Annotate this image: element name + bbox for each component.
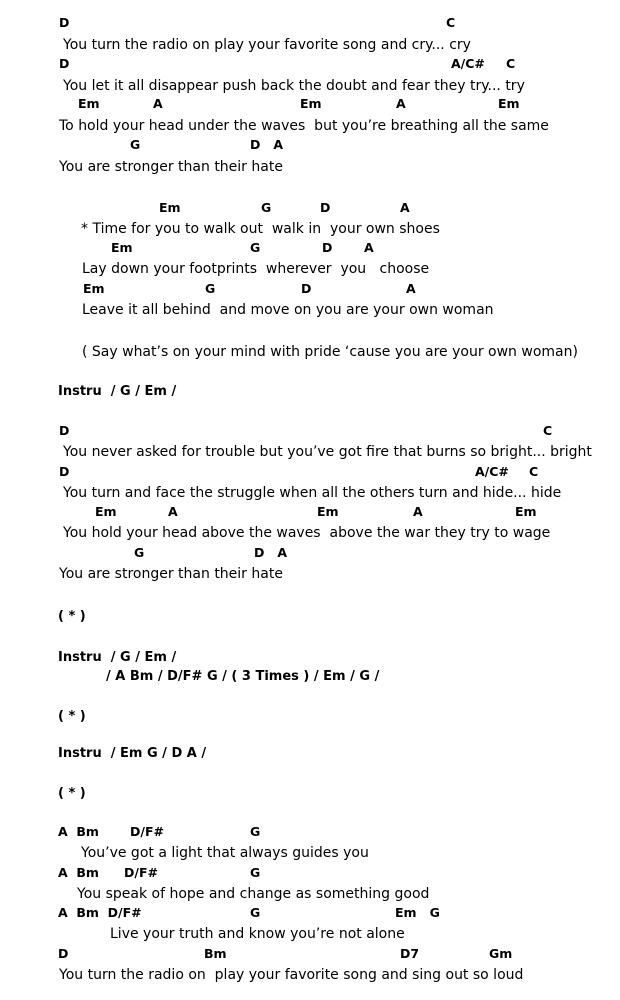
lyric-line: You turn the radio on play your favorite song and cry... cry [63,37,471,53]
lyric-line: * Time for you to walk out walk in your own shoes [81,221,440,237]
chord: A [364,240,374,255]
chorus-reference: ( * ) [58,709,86,724]
lyric-line: Live your truth and know you’re not alone [110,926,405,942]
chord: Bm [204,946,227,961]
chord: Em [111,240,133,255]
chord: C [529,464,539,479]
chord: Em [159,200,181,215]
chord: D [59,423,70,438]
chord: G [250,905,261,920]
chord: D [59,464,70,479]
lyric-line: You speak of hope and change as something good [77,886,430,902]
lyric-line: You hold your head above the waves above the war they try to wage [63,525,551,541]
chord: G [130,137,141,152]
chord: Em [317,504,339,519]
lyric-line: Lay down your footprints wherever you choose [82,261,430,277]
chord: G [250,240,261,255]
chorus-reference: ( * ) [58,786,86,801]
chord: A Bm [58,865,99,880]
chord: Em [498,96,520,111]
chord: Em G [395,905,440,920]
lyric-line: You’ve got a light that always guides you [81,845,369,861]
chord: C [506,56,516,71]
lyric-line: You let it all disappear push back the doubt and fear they try... try [63,78,525,94]
chorus-reference: ( * ) [58,609,86,624]
chord: D/F# [124,865,158,880]
lyric-line: You turn the radio on play your favorite song and sing out so loud [59,967,524,983]
chord: G [261,200,272,215]
chord: A [396,96,406,111]
chord: A [153,96,163,111]
chord: G [205,281,216,296]
chord: D [58,946,69,961]
chord: D [320,200,331,215]
chord: A/C# [475,464,509,479]
chord: D7 [400,946,420,961]
chord: Em [515,504,537,519]
lyric-line: You never asked for trouble but you’ve got fire that burns so bright... bright [63,444,592,460]
chord: G [250,865,261,880]
chord: A [413,504,423,519]
chord: A [406,281,416,296]
chord: A/C# [451,56,485,71]
chord: C [446,15,456,30]
instrumental-line: / A Bm / D/F# G / ( 3 Times ) / Em / G / [106,669,380,684]
lyric-line: ( Say what’s on your mind with pride ‘cause you are your own woman) [82,344,578,360]
instrumental-line: Instru / Em G / D A / [58,746,207,761]
chord: D A [250,137,284,152]
chord: C [543,423,553,438]
chord: D [301,281,312,296]
chord: Gm [489,946,513,961]
lyric-line: You turn and face the struggle when all the others turn and hide... hide [63,485,562,501]
chord: Em [95,504,117,519]
chord: D A [254,545,288,560]
lyric-line: To hold your head under the waves but you’re breathing all the same [59,118,549,134]
chord: A Bm [58,824,99,839]
chord: G [134,545,145,560]
chord: D [59,15,70,30]
chord: D [322,240,333,255]
chord: G [250,824,261,839]
chord: Em [83,281,105,296]
chord: D/F# [130,824,164,839]
lyric-line: Leave it all behind and move on you are your own woman [82,302,494,318]
lyric-line: You are stronger than their hate [59,566,283,582]
chord: A [168,504,178,519]
chord: D [59,56,70,71]
chord: Em [78,96,100,111]
chord: A Bm D/F# [58,905,142,920]
lyric-line: You are stronger than their hate [59,159,283,175]
chord: A [400,200,410,215]
instrumental-line: Instru / G / Em / [58,650,177,665]
chord: Em [300,96,322,111]
instrumental-line: Instru / G / Em / [58,384,177,399]
